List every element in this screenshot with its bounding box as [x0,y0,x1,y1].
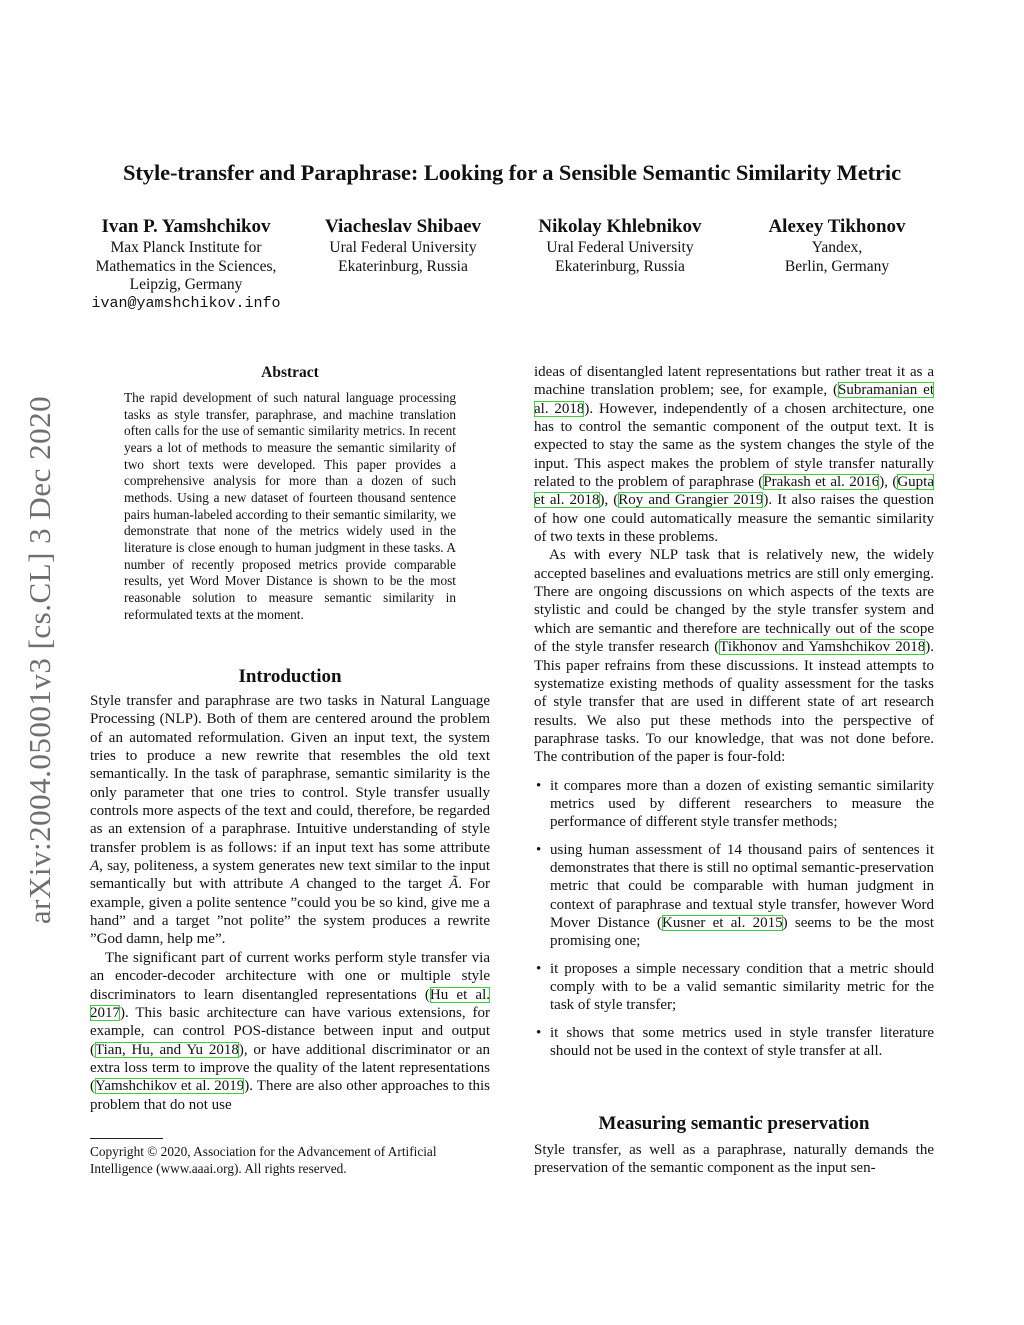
list-item: • it compares more than a dozen of existing semantic similarity metrics used by different researchers to measure the performance of different style transfer methods; [536,777,934,831]
author-affiliation: Ural Federal University [329,239,477,256]
list-item: • it proposes a simple necessary condition that a metric should comply with to be a valid semantic similarity metric for the task of style transfer; [536,960,934,1014]
author-affiliation: Ural Federal University [546,239,694,256]
bullet: • [536,1024,542,1041]
bullet: • [536,841,542,858]
copyright-footnote: Copyright © 2020, Association for the Advancement of Artificial Intelligence (www.aaai.org). All rights reserved. [90,1144,437,1176]
author-affiliation: Ekaterinburg, Russia [555,257,685,275]
author-affiliation: Mathematics in the Sciences, [95,257,277,275]
footnote-rule [90,1138,163,1139]
citation-link[interactable]: Gupta et al. 2018 [534,474,935,509]
citation-link[interactable]: Subramanian et al. 2018 [534,382,934,417]
citation-link[interactable]: Kusner et al. 2015 [662,914,783,931]
contribution-list [534,777,934,1061]
intro-paragraph-1: Style transfer and paraphrase are two tasks in Natural Language Processing (NLP). Both of them are centered around the problem of an automated reformulation. Given an input text, the system tries to produce a new rewrite that resembles the old text semantically. In the task of paraphrase, semantic similarity is the only parameter that one tries to control. Style transfer usually controls more aspects of the text and could, therefore, be regarded as an extension of a paraphrase. Intuitive understanding of style transfer problem is as follows: if an input text has some attribute A, say, politeness, a system generates new text similar to the input semantically but with attribute A changed to the target Ã. For example, given a polite sentence ”could you be so kind, give me a hand” and a target ”not polite” the system produces a rewrite ”God damn, help me”. [90,693,491,948]
author-affiliation: Ekaterinburg, Russia [338,257,468,275]
list-item: • it shows that some metrics used in style transfer literature should not be used in the context of style transfer at all. [536,1024,934,1060]
author-affiliation: Max Planck Institute for [110,239,262,256]
citation-link[interactable]: Tian, Hu, and Yu 2018 [95,1041,239,1058]
bullet: • [536,960,542,977]
intro-paragraph-2: The significant part of current works perform style transfer via an encoder-decoder architecture with one or multiple style discriminators to learn disentangled representations (Hu et al. 2017). This basic architecture can have various extensions, for example, can control POS-distance between input and output (Tian, Hu, and Yu 2018), or have additional discriminator or an extra loss term to improve the quality of the latent representations (Yamshchikov et al. 2019). There are also other approaches to this problem that do not use [90,949,490,1113]
author-block-1 [78,215,294,313]
arxiv-identifier-sidebar [16,360,64,960]
author-affiliation: Leipzig, Germany [129,276,243,293]
author-affiliation: Berlin, Germany [784,257,890,275]
measuring-paragraph: Style transfer, as well as a paraphrase, naturally demands the preservation of the semantic component as the input sen- [534,1142,934,1177]
author-affiliation: Yandex, [811,239,863,256]
abstract-heading: Abstract [261,364,319,381]
author-block-2 [303,215,503,276]
citation-link[interactable]: Yamshchikov et al. 2019 [95,1078,245,1095]
author-name: Ivan P. Yamshchikov [101,216,271,237]
right-column-tail [534,1141,934,1178]
math-var-a-tilde: Ã [449,876,459,893]
right-column-body [534,363,934,1069]
math-var-a: A [90,858,100,875]
author-name: Viacheslav Shibaev [324,216,482,237]
author-block-4 [737,215,937,276]
arxiv-identifier[interactable]: arXiv:2004.05001v3 [cs.CL] 3 Dec 2020 [22,395,57,925]
list-item: • using human assessment of 14 thousand pairs of sentences it demonstrates that there is still no optimal semantic-preservation metric that could be comparable with human judgment in context of paraphrase and textual style transfer, however Word Mover Distance (Kusner et al. 2015) seems to be the most promising one; [536,841,934,950]
citation-link[interactable]: Prakash et al. 2016 [763,474,880,491]
abstract-text: The rapid development of such natural language processing tasks as style transfer, paraphrase, and machine translation often calls for the use of semantic similarity metrics. In recent years a lot of methods to measure the semantic similarity of two short texts were developed. This paper provides a comprehensive analysis for more than a dozen of such methods. Using a new dataset of fourteen thousand sentence pairs human-labeled according to their semantic similarity, we demonstrate that none of the metrics widely used in the literature is close enough to human judgment in these tasks. A number of recently proposed metrics provide comparable results, yet Word Mover Distance is shown to be the most reasonable solution to measure semantic similarity in reformulated texts at the moment. [124,390,456,622]
author-block-3 [520,215,720,276]
paper-title: Style-transfer and Paraphrase: Looking for a Sensible Semantic Similarity Metric [123,160,901,185]
citation-link[interactable]: Hu et al. 2017 [90,986,490,1021]
citation-link[interactable]: Tikhonov and Yamshchikov 2018 [719,639,926,656]
left-column-body [90,692,490,1114]
bullet: • [536,777,542,794]
author-name: Nikolay Khlebnikov [538,216,702,237]
right-paragraph-1: ideas of disentangled latent representations but rather treat it as a machine translation problem; see, for example, (Subramanian et al. 2018). However, independently of a chosen architecture, one has to control the semantic component of the output text. It is expected to stay the same as the system changes the style of the input. This aspect makes the problem of style transfer naturally related to the problem of paraphrase (Prakash et al. 2016), (Gupta et al. 2018), (Roy and Grangier 2019). It also raises the question of how one could automatically measure the semantic similarity of two texts in these problems. [534,364,935,546]
introduction-heading: Introduction [238,666,342,687]
author-email[interactable]: ivan@yamshchikov.info [91,294,281,312]
math-var-a: A [290,876,300,893]
author-name: Alexey Tikhonov [768,216,906,237]
section-heading-measuring: Measuring semantic preservation [598,1113,870,1134]
citation-link[interactable]: Roy and Grangier 2019 [618,492,764,509]
right-paragraph-2: As with every NLP task that is relatively new, the widely accepted baselines and evaluations metrics are still only emerging. There are ongoing discussions on which aspects of the texts are stylistic and could be changed by the style transfer system and which are semantic and therefore are technically out of the scope of the style transfer research (Tikhonov and Yamshchikov 2018). This paper refrains from these discussions. It instead attempts to systematize existing methods of quality assessment for the tasks of style transfer that are used in different state of art research results. We also put these methods into the perspective of paraphrase tasks. To our knowledge, that was not done before. The contribution of the paper is four-fold: [534,547,934,766]
